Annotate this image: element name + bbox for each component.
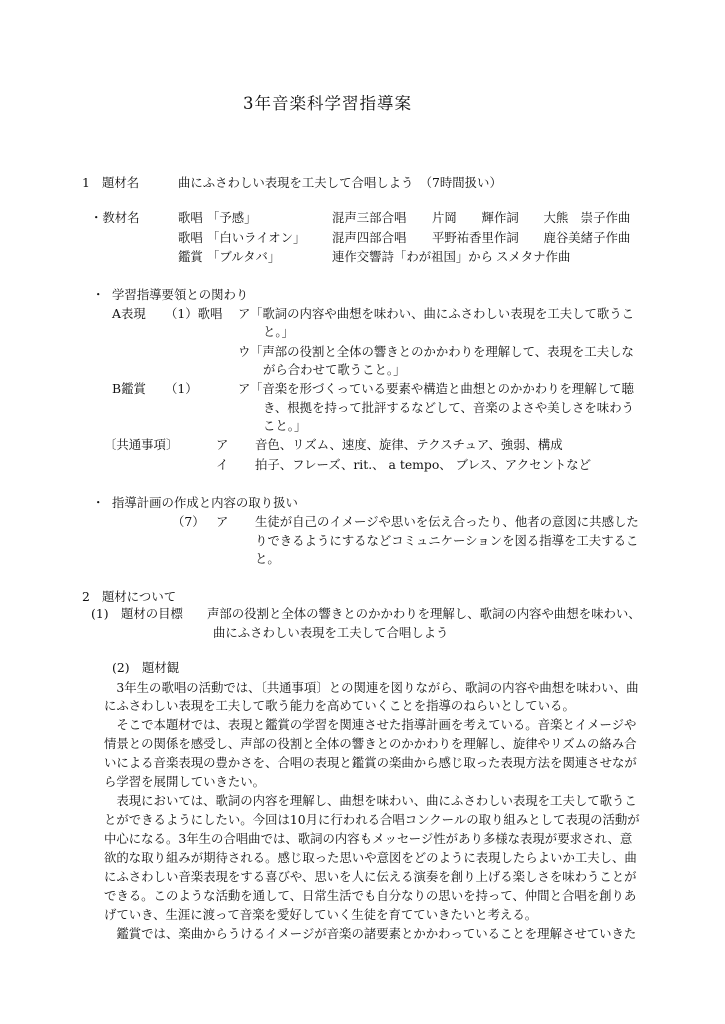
guideline-a-a-mark: ア xyxy=(238,306,251,321)
plan-item: （7） xyxy=(172,514,205,529)
material-type: 歌唱 xyxy=(178,230,203,245)
paragraph-line: げていき、生涯に渡って音楽を愛好していく生徒を育てていきたいと考える。 xyxy=(104,907,538,922)
paragraph-line: 鑑賞では、楽曲からうけるイメージが音楽の諸要素とかかわっていることを理解させていきた xyxy=(104,926,637,941)
section-2-heading: 題材について xyxy=(102,589,177,604)
section-1-number: 1 xyxy=(82,175,90,190)
paragraph-line: そこで本題材では、表現と鑑賞の学習を関連させた指導計画を考えている。音楽とイメージや xyxy=(104,717,637,732)
paragraph-line: 中心になる。3年生の合唱曲では、歌詞の内容もメッセージ性があり多様な表現が要求され、意 xyxy=(104,831,633,846)
paragraph-line: 情景との関係を感受し、声部の役割と全体の響きとのかかわりを理解し、旋律やリズムの絡み合 xyxy=(104,736,637,751)
plan-text: と。 xyxy=(255,551,280,566)
paragraph-line: いによる音楽表現の豊かさを、合唱の表現と鑑賞の楽曲から感じ取った表現方法を関連させなが xyxy=(104,755,637,770)
paragraph-line: できる。このような活動を通して、日常生活でも自分なりの思いを持って、仲間と合唱を創りあ xyxy=(104,888,637,903)
guideline-a-a-text: 「歌詞の内容や曲想を味わい、曲にふさわしい表現を工夫して歌うこ xyxy=(250,306,635,321)
guideline-b-a-mark: ア xyxy=(238,381,251,396)
common-i-mark: イ xyxy=(216,457,229,472)
goal-text: 曲にふさわしい表現を工夫して合唱しよう xyxy=(213,625,449,640)
material-title: 「予感」 xyxy=(207,210,257,225)
guideline-a-a-text: と。」 xyxy=(263,324,294,339)
section-2-number: 2 xyxy=(82,589,90,604)
material-credits: スメタナ作曲 xyxy=(496,249,571,264)
material-arrangement: 連作交響詩「わが祖国」から xyxy=(332,249,494,264)
plan-mark: ア xyxy=(216,514,229,529)
material-credits: 平野祐香里作詞 鹿谷美緒子作曲 xyxy=(432,230,631,245)
guideline-b-a-text: こと。」 xyxy=(263,418,307,433)
guideline-a-item: （1）歌唱 xyxy=(165,306,223,321)
plan-bullet: ・ xyxy=(92,495,105,510)
plan-text: りできるようにするなどコミュニケーションを図る指導を工夫するこ xyxy=(255,533,639,548)
page-title: 3年音楽科学習指導案 xyxy=(243,94,412,113)
paragraph-line: 3年生の歌唱の活動では、〔共通事項〕との関連を図りながら、歌詞の内容や曲想を味わい、曲 xyxy=(104,680,639,695)
guideline-a-u-mark: ウ xyxy=(238,344,251,359)
guideline-b-label: B鑑賞 xyxy=(112,381,146,396)
materials-label: ・教材名 xyxy=(90,210,140,225)
common-a-text: 音色、リズム、速度、旋律、テクスチュア、強弱、構成 xyxy=(255,437,563,452)
section-1-label: 題材名 xyxy=(102,175,140,190)
paragraph-line: にふさわしい表現を工夫して歌う能力を高めていくことを指導のねらいとしている。 xyxy=(104,698,575,713)
guideline-a-label: A表現 xyxy=(112,306,146,321)
guideline-b-a-text: 「音楽を形づくっている要素や構造と曲想とのかかわりを理解して聴 xyxy=(250,381,634,396)
paragraph-line: とができるようにしたい。今回は10月に行われる合唱コンクールの取り組みとして表現の活動が xyxy=(104,812,640,827)
plan-text: 生徒が自己のイメージや思いを伝え合ったり、他者の意図に共感した xyxy=(255,514,639,529)
guideline-b-item: （1） xyxy=(165,381,198,396)
guideline-a-u-text: がら合わせて歌うこと。」 xyxy=(263,362,406,377)
plan-heading: 指導計画の作成と内容の取り扱い xyxy=(112,495,298,510)
material-title: 「ブルタバ」 xyxy=(207,249,281,264)
paragraph-line: にふさわしい音楽表現をする喜びや、思いを人に伝える演奏を創り上げる楽しさを味わうことが xyxy=(104,869,637,884)
paragraph-line: ら学習を展開していきたい。 xyxy=(104,774,266,789)
common-i-text: 拍子、フレーズ、rit.、 a tempo、 ブレス、アクセントなど xyxy=(255,457,592,472)
paragraph-line: 表現においては、歌詞の内容を理解し、曲想を味わい、曲にふさわしい表現を工夫して歌うこ xyxy=(104,793,637,808)
material-type: 歌唱 xyxy=(178,210,203,225)
material-credits: 片岡 輝作詞 大熊 崇子作曲 xyxy=(432,210,631,225)
paragraph-line: 欲的な取り組みが期待される。感じ取った思いや意図をどのように表現したらよいか工夫し、曲 xyxy=(104,850,637,865)
material-title: 「白いライオン」 xyxy=(207,230,306,245)
guidelines-heading: 学習指導要領との関わり xyxy=(112,287,249,302)
guidelines-bullet: ・ xyxy=(92,287,105,302)
material-type: 鑑賞 xyxy=(178,249,203,264)
goal-text: 声部の役割と全体の響きとのかかわりを理解し、歌詞の内容や曲想を味わい、 xyxy=(207,606,641,621)
common-a-mark: ア xyxy=(216,437,229,452)
section-1-text: 曲にふさわしい表現を工夫して合唱しよう （7時間扱い） xyxy=(178,175,502,190)
common-items-label: 〔共通事項〕 xyxy=(104,437,179,452)
view-label: (2) 題材観 xyxy=(112,660,180,675)
guideline-b-a-text: き、根拠を持って批評するなどして、音楽のよさや美しさを味わう xyxy=(263,400,634,415)
material-arrangement: 混声四部合唱 xyxy=(332,230,407,245)
material-arrangement: 混声三部合唱 xyxy=(332,210,407,225)
guideline-a-u-text: 「声部の役割と全体の響きとのかかわりを理解して、表現を工夫しな xyxy=(250,344,634,359)
goal-label: (1) 題材の目標 xyxy=(91,606,183,621)
